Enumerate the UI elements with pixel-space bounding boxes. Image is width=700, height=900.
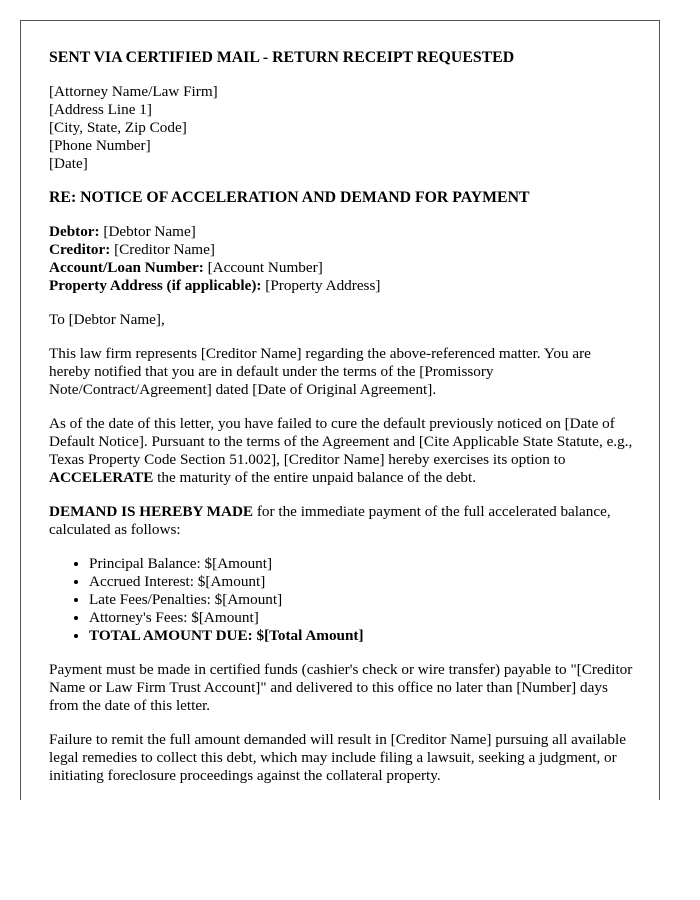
creditor-value: [Creditor Name] <box>110 241 215 258</box>
sender-address-line: [Address Line 1] <box>49 101 152 118</box>
mailing-notice: SENT VIA CERTIFIED MAIL - RETURN RECEIPT REQUESTED <box>49 49 515 66</box>
amounts-list <box>49 555 635 645</box>
demand-paragraph <box>49 503 635 539</box>
acceleration-text-end: the maturity of the entire unpaid balance of the debt. <box>153 469 476 486</box>
accelerate-emphasis: ACCELERATE <box>49 469 154 486</box>
creditor-label: Creditor: <box>49 241 111 258</box>
demand-text: for the immediate payment of the full accelerated balance, calculated as follows: <box>49 503 611 538</box>
sender-block <box>49 83 635 173</box>
creditor-line <box>49 241 635 259</box>
property-line <box>49 277 635 295</box>
debtor-value: [Debtor Name] <box>99 223 196 240</box>
sender-city-state-zip: [City, State, Zip Code] <box>49 119 187 136</box>
account-label: Account/Loan Number: <box>49 259 204 276</box>
acceleration-text-start: As of the date of this letter, you have failed to cure the default previously noticed on [Date of Default Notice]. Pursuant to the terms of the Agreement and [Cite Applicable State Statute, e.g., Texas Property Code Section 51.002], [Creditor Name] hereby exercises its option to <box>49 415 633 468</box>
debtor-label: Debtor: <box>49 223 100 240</box>
acceleration-paragraph <box>49 415 635 487</box>
salutation: To [Debtor Name], <box>49 311 165 328</box>
letter-content <box>49 49 635 785</box>
subject-line: RE: NOTICE OF ACCELERATION AND DEMAND FOR PAYMENT <box>49 189 530 206</box>
payment-instructions-paragraph: Payment must be made in certified funds (cashier's check or wire transfer) payable to "[Creditor Name or Law Firm Trust Account]" and delivered to this office no later than [Number] days from the date of this letter. <box>49 661 633 714</box>
debtor-line <box>49 223 635 241</box>
account-line <box>49 259 635 277</box>
representation-paragraph: This law firm represents [Creditor Name] regarding the above-referenced matter. You are hereby notified that you are in default under the terms of the [Promissory Note/Contract/Agreement] dated [Date of Original Agreement]. <box>49 345 591 398</box>
sender-phone: [Phone Number] <box>49 137 151 154</box>
parties-block <box>49 223 635 295</box>
letter-date: [Date] <box>49 155 88 172</box>
late-fees-item: • Late Fees/Penalties: $[Amount] <box>89 591 635 609</box>
demand-emphasis: DEMAND IS HEREBY MADE <box>49 503 254 520</box>
account-value: [Account Number] <box>203 259 323 276</box>
principal-balance-item: • Principal Balance: $[Amount] <box>89 555 635 573</box>
consequences-paragraph: Failure to remit the full amount demanded will result in [Creditor Name] pursuing all available legal remedies to collect this debt, which may include filing a lawsuit, seeking a judgment, or initiating foreclosure proceedings against the collateral property. <box>49 731 626 784</box>
total-amount-item: • TOTAL AMOUNT DUE: $[Total Amount] <box>89 627 635 645</box>
property-value: [Property Address] <box>261 277 381 294</box>
property-label: Property Address (if applicable): <box>49 277 262 294</box>
sender-name: [Attorney Name/Law Firm] <box>49 83 218 100</box>
attorney-fees-item: • Attorney's Fees: $[Amount] <box>89 609 635 627</box>
letter-page <box>20 20 660 800</box>
accrued-interest-item: • Accrued Interest: $[Amount] <box>89 573 635 591</box>
